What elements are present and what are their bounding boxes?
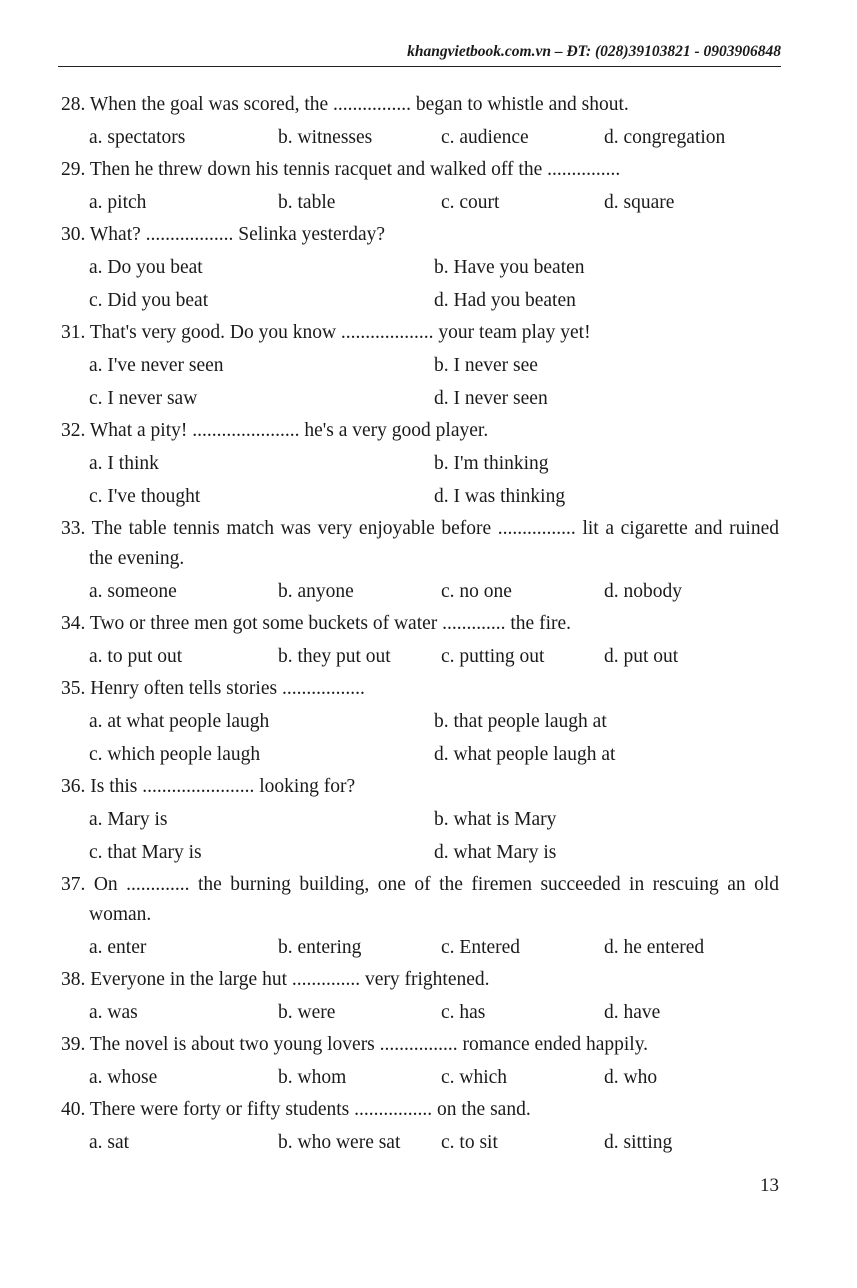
option-a: a. sat — [89, 1131, 130, 1153]
option-d: d. who — [604, 1066, 658, 1088]
option-b: b. who were sat — [278, 1131, 401, 1153]
question-stem: 37. On ............. the burning building, one of the firemen succeeded in rescuing an old woman. — [61, 874, 779, 925]
options-row — [89, 641, 779, 672]
option-c: c. has — [441, 1001, 486, 1023]
option-d: d. what people laugh at — [434, 743, 616, 765]
question-stem: 30. What? .................. Selinka yesterday? — [61, 224, 386, 245]
options-row — [89, 576, 779, 607]
option-d: d. congregation — [604, 126, 726, 148]
option-a: a. whose — [89, 1066, 158, 1088]
options-row — [89, 383, 779, 414]
question-stem: 33. The table tennis match was very enjoyable before ................ lit a cigarette and ruined the evening. — [61, 518, 779, 569]
option-d: d. what Mary is — [434, 841, 557, 863]
question-38 — [61, 965, 779, 1028]
option-a: a. I've never seen — [89, 354, 224, 376]
question-36 — [61, 772, 779, 868]
option-b: b. Have you beaten — [434, 256, 585, 278]
option-b: b. witnesses — [278, 126, 373, 148]
question-39 — [61, 1030, 779, 1093]
option-c: c. I never saw — [89, 387, 198, 409]
question-stem: 35. Henry often tells stories ................. — [61, 678, 365, 699]
question-33 — [61, 514, 779, 607]
page-number: 13 — [760, 1175, 779, 1196]
option-a: a. to put out — [89, 645, 183, 667]
options-row — [89, 706, 779, 737]
options-row — [89, 739, 779, 770]
options-row — [89, 481, 779, 512]
option-d: d. sitting — [604, 1131, 673, 1153]
option-c: c. which — [441, 1066, 508, 1088]
option-a: a. pitch — [89, 191, 147, 213]
question-stem: 34. Two or three men got some buckets of water ............. the fire. — [61, 613, 572, 634]
option-a: a. at what people laugh — [89, 710, 270, 732]
question-29 — [61, 155, 779, 218]
option-b: b. what is Mary — [434, 808, 557, 830]
option-c: c. court — [441, 191, 500, 213]
option-b: b. I'm thinking — [434, 452, 549, 474]
option-b: b. table — [278, 191, 336, 213]
question-37 — [61, 870, 779, 963]
question-stem: 28. When the goal was scored, the ................ began to whistle and shout. — [61, 94, 629, 115]
options-row — [89, 1062, 779, 1093]
question-30 — [61, 220, 779, 316]
options-row — [89, 932, 779, 963]
question-stem: 36. Is this ....................... looking for? — [61, 776, 356, 797]
option-a: a. enter — [89, 936, 147, 958]
option-b: b. they put out — [278, 645, 391, 667]
option-a: a. I think — [89, 452, 159, 474]
option-d: d. have — [604, 1001, 661, 1023]
option-b: b. were — [278, 1001, 336, 1023]
options-row — [89, 187, 779, 218]
option-a: a. someone — [89, 580, 177, 602]
options-row — [89, 350, 779, 381]
question-stem: 29. Then he threw down his tennis racquet and walked off the ............... — [61, 159, 621, 180]
question-31 — [61, 318, 779, 414]
header-text: khangvietbook.com.vn – ĐT: (028)39103821 - 0903906848 — [407, 43, 781, 60]
option-c: c. to sit — [441, 1131, 498, 1153]
option-a: a. Do you beat — [89, 256, 203, 278]
option-c: c. I've thought — [89, 485, 201, 507]
page-header — [58, 40, 781, 67]
option-c: c. which people laugh — [89, 743, 261, 765]
options-row — [89, 1127, 779, 1158]
question-35 — [61, 674, 779, 770]
question-stem: 40. There were forty or fifty students ................ on the sand. — [61, 1099, 531, 1120]
question-stem: 38. Everyone in the large hut .............. very frightened. — [61, 969, 490, 990]
option-b: b. I never see — [434, 354, 538, 376]
option-a: a. spectators — [89, 126, 186, 148]
option-b: b. anyone — [278, 580, 354, 602]
option-c: c. audience — [441, 126, 529, 148]
option-c: c. Did you beat — [89, 289, 209, 311]
options-row — [89, 837, 779, 868]
option-c: c. no one — [441, 580, 512, 602]
question-28 — [61, 90, 779, 153]
question-stem: 39. The novel is about two young lovers ................ romance ended happily. — [61, 1034, 649, 1055]
option-b: b. entering — [278, 936, 362, 958]
option-d: d. Had you beaten — [434, 289, 576, 311]
options-row — [89, 804, 779, 835]
option-d: d. I never seen — [434, 387, 548, 409]
options-row — [89, 448, 779, 479]
option-d: d. I was thinking — [434, 485, 566, 507]
options-row — [89, 285, 779, 316]
option-a: a. Mary is — [89, 808, 168, 830]
option-d: d. put out — [604, 645, 679, 667]
option-a: a. was — [89, 1001, 138, 1023]
option-b: b. that people laugh at — [434, 710, 607, 732]
option-d: d. square — [604, 191, 675, 213]
question-32 — [61, 416, 779, 512]
option-b: b. whom — [278, 1066, 347, 1088]
question-stem: 31. That's very good. Do you know ................... your team play yet! — [61, 322, 591, 343]
question-40 — [61, 1095, 779, 1158]
option-c: c. putting out — [441, 645, 545, 667]
question-stem: 32. What a pity! ...................... he's a very good player. — [61, 420, 489, 441]
option-d: d. nobody — [604, 580, 682, 602]
options-row — [89, 122, 779, 153]
question-list — [61, 90, 779, 1160]
option-c: c. that Mary is — [89, 841, 202, 863]
option-d: d. he entered — [604, 936, 705, 958]
options-row — [89, 997, 779, 1028]
options-row — [89, 252, 779, 283]
option-c: c. Entered — [441, 936, 521, 958]
question-34 — [61, 609, 779, 672]
